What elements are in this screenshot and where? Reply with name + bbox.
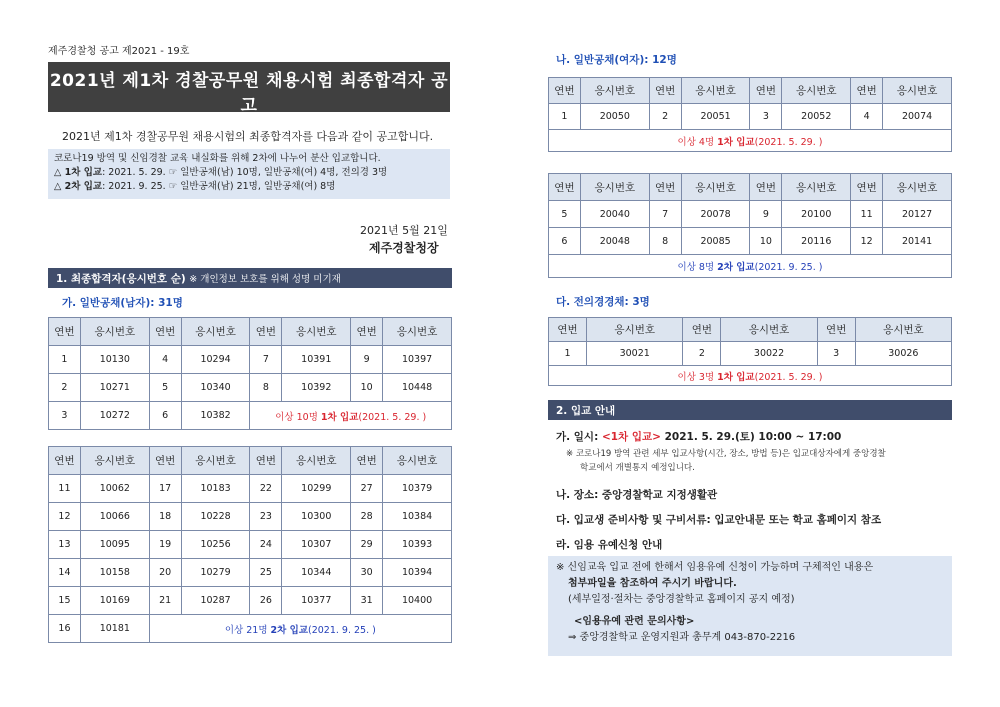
col-header-exam: 응시번호 — [681, 78, 750, 104]
col-header-no: 연번 — [49, 318, 81, 346]
deferment-info-box — [548, 556, 952, 656]
summary-row — [549, 366, 952, 386]
entry-time-value: 2021. 5. 29.(토) 10:00 ~ 17:00 — [664, 431, 842, 443]
row-no: 27 — [351, 475, 383, 503]
entry-note-line: ※ 코로나19 방역 관련 세부 입교사항(시간, 장소, 방법 등)은 입교대상자에게 중앙경찰 — [566, 449, 886, 459]
deferment-heading: 라. 임용 유예신청 안내 — [556, 539, 663, 551]
section1-header — [48, 268, 452, 288]
table-row — [549, 228, 952, 255]
exam-number: 20127 — [883, 201, 952, 228]
row-no: 15 — [49, 587, 81, 615]
row-no: 30 — [351, 559, 383, 587]
exam-number: 10256 — [181, 531, 250, 559]
intro-text: 2021년 제1차 경찰공무원 채용시험의 최종합격자를 다음과 같이 공고합니다. — [62, 130, 434, 143]
summary-round: 2차 입교 — [270, 624, 308, 636]
table-row — [49, 615, 452, 643]
table-row — [49, 346, 452, 374]
notice-date: 2021년 5월 21일 — [360, 224, 448, 237]
exam-number: 10391 — [282, 346, 351, 374]
row-no: 1 — [549, 342, 587, 366]
notice-lead: △ 1차 입교 — [54, 167, 103, 178]
notice-line — [54, 166, 444, 180]
exam-number: 20141 — [883, 228, 952, 255]
exam-number: 10382 — [181, 402, 250, 430]
row-no: 18 — [149, 503, 181, 531]
entry-documents: 다. 입교생 준비사항 및 구비서류: 입교안내문 또는 학교 홈페이지 참조 — [556, 514, 882, 526]
col-header-no: 연번 — [250, 447, 282, 475]
summary-cell: 이상 21명 2차 입교(2021. 9. 25. ) — [149, 615, 451, 643]
col-header-exam: 응시번호 — [855, 318, 951, 342]
row-no: 14 — [49, 559, 81, 587]
col-header-exam: 응시번호 — [782, 78, 851, 104]
row-no: 16 — [49, 615, 81, 643]
info-line: 첨부파일을 참조하여 주시기 바랍니다. — [568, 578, 737, 589]
row-no: 23 — [250, 503, 282, 531]
veteran-heading: 다. 전의경경채: 3명 — [556, 296, 650, 308]
col-header-exam: 응시번호 — [80, 318, 149, 346]
exam-number: 10340 — [181, 374, 250, 402]
row-no: 5 — [549, 201, 581, 228]
table-row — [549, 201, 952, 228]
privacy-note: ※ 개인정보 보호를 위해 성명 미기재 — [189, 274, 341, 285]
exam-number: 10397 — [383, 346, 452, 374]
exam-number: 10299 — [282, 475, 351, 503]
col-header-no: 연번 — [549, 318, 587, 342]
col-header-exam: 응시번호 — [383, 447, 452, 475]
summary-round: 1차 입교 — [717, 371, 755, 383]
col-header-exam: 응시번호 — [580, 78, 649, 104]
summary-round: 2차 입교 — [717, 262, 755, 273]
col-header-no: 연번 — [750, 78, 782, 104]
row-no: 20 — [149, 559, 181, 587]
table-header-row — [49, 318, 452, 346]
row-no: 17 — [149, 475, 181, 503]
entry-time — [556, 429, 841, 444]
exam-number: 30022 — [721, 342, 817, 366]
col-header-no: 연번 — [549, 78, 581, 104]
contact-heading: <임용유예 관련 문의사항> — [574, 616, 695, 627]
entry-note — [566, 447, 952, 475]
summary-round: 1차 입교 — [717, 136, 755, 148]
summary-row — [549, 255, 952, 278]
exam-number: 10279 — [181, 559, 250, 587]
col-header-no: 연번 — [649, 78, 681, 104]
col-header-exam: 응시번호 — [580, 174, 649, 201]
veteran-table — [548, 317, 952, 386]
exam-number: 10377 — [282, 587, 351, 615]
row-no: 6 — [549, 228, 581, 255]
agency-name: 제주경찰청장 — [369, 241, 439, 255]
table-row — [49, 475, 452, 503]
female-heading: 나. 일반공채(여자): 12명 — [556, 54, 677, 66]
exam-number: 10158 — [80, 559, 149, 587]
female-table-2 — [548, 173, 952, 278]
row-no: 5 — [149, 374, 181, 402]
exam-number: 20051 — [681, 104, 750, 130]
table-row — [49, 503, 452, 531]
col-header-exam: 응시번호 — [883, 78, 952, 104]
col-header-no: 연번 — [649, 174, 681, 201]
summary-cell: 이상 8명 2차 입교(2021. 9. 25. ) — [549, 255, 952, 278]
male-heading: 가. 일반공채(남자): 31명 — [62, 297, 183, 309]
exam-number: 10130 — [80, 346, 149, 374]
row-no: 6 — [149, 402, 181, 430]
exam-number: 20116 — [782, 228, 851, 255]
row-no: 22 — [250, 475, 282, 503]
col-header-exam: 응시번호 — [282, 318, 351, 346]
exam-number: 10394 — [383, 559, 452, 587]
row-no: 28 — [351, 503, 383, 531]
exam-number: 10062 — [80, 475, 149, 503]
row-no: 2 — [649, 104, 681, 130]
contact-line: ⇒ 중앙경찰학교 운영지원과 총무계 043-870-2216 — [568, 632, 796, 643]
row-no: 25 — [250, 559, 282, 587]
row-no: 1 — [49, 346, 81, 374]
row-no: 9 — [351, 346, 383, 374]
col-header-no: 연번 — [750, 174, 782, 201]
row-no: 13 — [49, 531, 81, 559]
table-row — [49, 374, 452, 402]
exam-number: 30021 — [587, 342, 683, 366]
exam-number: 20074 — [883, 104, 952, 130]
exam-number: 10384 — [383, 503, 452, 531]
male-table-2 — [48, 446, 452, 643]
exam-number: 10271 — [80, 374, 149, 402]
entry-place: 나. 장소: 중앙경찰학교 지정생활관 — [556, 489, 718, 501]
col-header-no: 연번 — [683, 318, 721, 342]
exam-number: 10095 — [80, 531, 149, 559]
col-header-exam: 응시번호 — [282, 447, 351, 475]
exam-number: 10300 — [282, 503, 351, 531]
row-no: 2 — [683, 342, 721, 366]
entry-round-tag: <1차 입교> — [601, 431, 661, 443]
row-no: 11 — [851, 201, 883, 228]
col-header-no: 연번 — [149, 447, 181, 475]
exam-number: 20050 — [580, 104, 649, 130]
exam-number: 20100 — [782, 201, 851, 228]
table-header-row — [549, 318, 952, 342]
info-line: ※ 신임교육 입교 전에 한해서 임용유예 신청이 가능하며 구체적인 내용은 — [556, 562, 874, 573]
exam-number: 10294 — [181, 346, 250, 374]
row-no: 4 — [851, 104, 883, 130]
male-table-1 — [48, 317, 452, 430]
exam-number: 30026 — [855, 342, 951, 366]
notice-text: : 2021. 5. 29. ☞ 일반공채(남) 10명, 일반공채(여) 4명, 전의경 3명 — [102, 167, 388, 178]
col-header-no: 연번 — [250, 318, 282, 346]
row-no: 3 — [750, 104, 782, 130]
table-header-row — [549, 78, 952, 104]
table-row — [49, 531, 452, 559]
notice-text: : 2021. 9. 25. ☞ 일반공채(남) 21명, 일반공채(여) 8명 — [102, 181, 336, 192]
row-no: 7 — [649, 201, 681, 228]
exam-number: 10448 — [383, 374, 452, 402]
notice-box — [48, 149, 450, 199]
table-row — [549, 104, 952, 130]
col-header-exam: 응시번호 — [782, 174, 851, 201]
row-no: 24 — [250, 531, 282, 559]
page-title: 2021년 제1차 경찰공무원 채용시험 최종합격자 공고 — [49, 71, 449, 116]
info-line: (세부일정·절차는 중앙경찰학교 홈페이지 공지 예정) — [568, 594, 795, 605]
row-no: 9 — [750, 201, 782, 228]
exam-number: 10183 — [181, 475, 250, 503]
exam-number: 10379 — [383, 475, 452, 503]
col-header-exam: 응시번호 — [383, 318, 452, 346]
female-table-1 — [548, 77, 952, 152]
exam-number: 10393 — [383, 531, 452, 559]
section2-header: 2. 입교 안내 — [548, 400, 952, 420]
exam-number: 20048 — [580, 228, 649, 255]
row-no: 10 — [351, 374, 383, 402]
table-row — [49, 587, 452, 615]
title-banner — [48, 62, 450, 133]
exam-number: 10181 — [80, 615, 149, 643]
row-no: 2 — [49, 374, 81, 402]
col-header-exam: 응시번호 — [181, 318, 250, 346]
exam-number: 10228 — [181, 503, 250, 531]
col-header-no: 연번 — [49, 447, 81, 475]
exam-number: 10344 — [282, 559, 351, 587]
notice-number: 제주경찰청 공고 제2021 - 19호 — [48, 46, 190, 57]
exam-number: 20052 — [782, 104, 851, 130]
summary-cell: 이상 3명 1차 입교(2021. 5. 29. ) — [549, 366, 952, 386]
summary-cell: 이상 4명 1차 입교(2021. 5. 29. ) — [549, 130, 952, 152]
col-header-exam: 응시번호 — [681, 174, 750, 201]
row-no: 3 — [817, 342, 855, 366]
col-header-no: 연번 — [351, 447, 383, 475]
summary-round: 1차 입교 — [320, 411, 359, 423]
col-header-exam: 응시번호 — [80, 447, 149, 475]
col-header-no: 연번 — [149, 318, 181, 346]
row-no: 12 — [851, 228, 883, 255]
exam-number: 10307 — [282, 531, 351, 559]
row-no: 31 — [351, 587, 383, 615]
row-no: 3 — [49, 402, 81, 430]
col-header-no: 연번 — [549, 174, 581, 201]
page-subtitle: - 일반공채(남, 여), 전의경경채 - — [169, 120, 329, 133]
row-no: 8 — [649, 228, 681, 255]
col-header-exam: 응시번호 — [721, 318, 817, 342]
entry-time-label: 가. 일시: — [556, 431, 599, 443]
exam-number: 20078 — [681, 201, 750, 228]
col-header-no: 연번 — [851, 174, 883, 201]
col-header-no: 연번 — [351, 318, 383, 346]
row-no: 21 — [149, 587, 181, 615]
table-header-row — [549, 174, 952, 201]
row-no: 10 — [750, 228, 782, 255]
col-header-exam: 응시번호 — [883, 174, 952, 201]
table-row — [49, 559, 452, 587]
entry-note-line: 학교에서 개별통지 예정입니다. — [580, 463, 695, 473]
table-row — [49, 402, 452, 430]
summary-row — [549, 130, 952, 152]
exam-number: 10066 — [80, 503, 149, 531]
row-no: 8 — [250, 374, 282, 402]
row-no: 7 — [250, 346, 282, 374]
section1-title: 1. 최종합격자(응시번호 순) — [56, 273, 186, 285]
exam-number: 10287 — [181, 587, 250, 615]
table-row — [549, 342, 952, 366]
row-no: 12 — [49, 503, 81, 531]
notice-line: 코로나19 방역 및 신임경찰 교육 내실화를 위해 2차에 나누어 분산 입교합니다. — [54, 153, 381, 164]
col-header-exam: 응시번호 — [587, 318, 683, 342]
row-no: 11 — [49, 475, 81, 503]
notice-line — [54, 180, 444, 194]
row-no: 4 — [149, 346, 181, 374]
table-header-row — [49, 447, 452, 475]
exam-number: 20085 — [681, 228, 750, 255]
row-no: 1 — [549, 104, 581, 130]
exam-number: 20040 — [580, 201, 649, 228]
exam-number: 10169 — [80, 587, 149, 615]
row-no: 26 — [250, 587, 282, 615]
row-no: 29 — [351, 531, 383, 559]
exam-number: 10400 — [383, 587, 452, 615]
row-no: 19 — [149, 531, 181, 559]
summary-cell: 이상 10명 1차 입교(2021. 5. 29. ) — [250, 402, 452, 430]
col-header-no: 연번 — [817, 318, 855, 342]
exam-number: 10272 — [80, 402, 149, 430]
col-header-exam: 응시번호 — [181, 447, 250, 475]
notice-lead: △ 2차 입교 — [54, 181, 103, 192]
col-header-no: 연번 — [851, 78, 883, 104]
exam-number: 10392 — [282, 374, 351, 402]
